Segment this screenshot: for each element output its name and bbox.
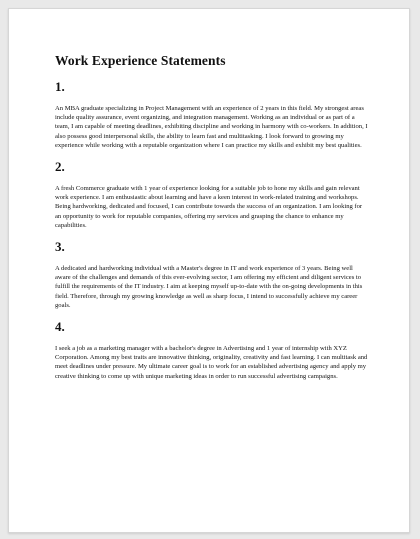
document-content <box>55 53 369 390</box>
section-number: 2. <box>55 159 65 175</box>
section-number: 4. <box>55 319 65 335</box>
statement-section-2 <box>55 159 369 230</box>
section-paragraph: I seek a job as a marketing manager with a bachelor's degree in Advertising and 1 year of internship with XYZ Corporation. Among my best traits are innovative thinking, originality, creativity and fast learning. I can multitask and meet deadlines under pressure. My ultimate career goal is to work for an established advertising agency and apply my creative thinking to come up with unique marketing ideas in order to run successful advertising campaigns. <box>55 345 368 380</box>
document-page <box>8 8 410 533</box>
section-number: 1. <box>55 79 65 94</box>
statement-section-1 <box>55 79 369 150</box>
section-paragraph: A fresh Commerce graduate with 1 year of experience looking for a suitable job to hone my skills and gain relevant work experience. I am enthusiastic about learning and have a keen interest in work-related training and workshops. Being hardworking, dedicated and focused, I can contribute towards the success of an organization. I am looking for an opportunity to work for reputable companies, offering my services and grasping the chance to enhance my capabilities. <box>55 185 363 229</box>
section-number: 3. <box>55 239 65 255</box>
statement-section-4 <box>55 319 369 381</box>
document-title: Work Experience Statements <box>55 53 226 68</box>
statement-section-3 <box>55 239 369 310</box>
section-paragraph: An MBA graduate specializing in Project Management with an experience of 2 years in this field. My strongest areas include quality assurance, event organizing, and integration management. Working as an individual or as part of a team, I am capable of meeting deadlines, exhibiting discipline and working in harmony with co-workers. In addition, I also possess good interpersonal skills, the ability to learn fast and multitasking. I look forward to growing my experience while working with a reputable organization where I can practice my skills and exhibit my best qualities. <box>55 105 368 149</box>
section-paragraph: A dedicated and hardworking individual with a Master's degree in IT and work experience of 3 years. Being well aware of the challenges and demands of this ever-evolving sector, I am offering my efficient and diligent services to fulfill the requirements of the IT industry. I aim at keeping myself up-to-date with the on-going developments in this field. Therefore, through my growing knowledge as well as sharp focus, I intend to successfully achieve my career goals. <box>55 265 363 309</box>
